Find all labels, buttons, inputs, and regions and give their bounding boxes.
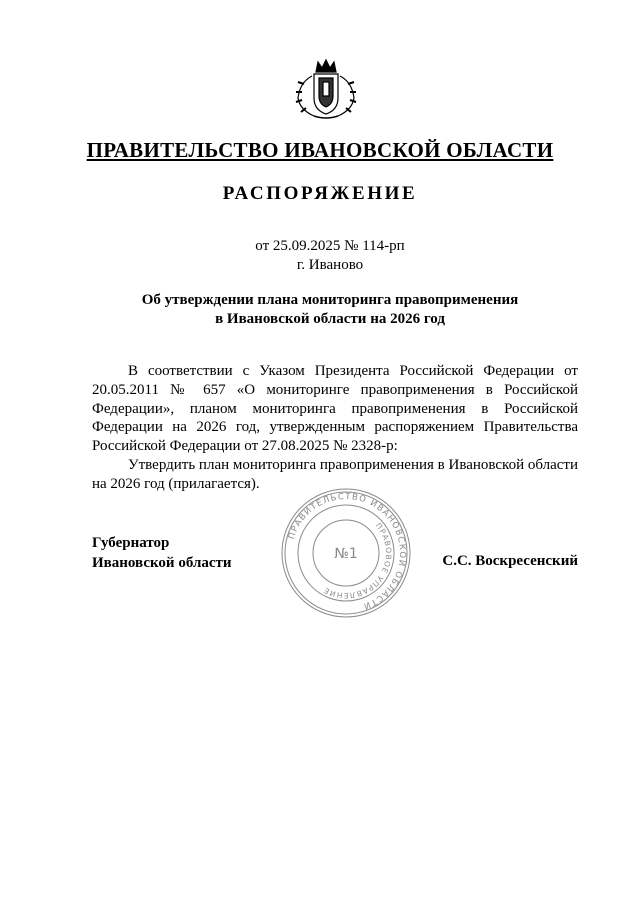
stamp-center-text: №1 bbox=[334, 546, 358, 562]
subject-line-1: Об утверждении плана мониторинга правоприменения bbox=[141, 292, 519, 308]
signatory-title bbox=[92, 533, 232, 573]
document-type: РАСПОРЯЖЕНИЕ bbox=[222, 183, 418, 204]
stamp-inner-text: ПРАВОВОЕ УПРАВЛЕНИЕ bbox=[321, 521, 394, 601]
signatory-title-line-2: Ивановской области bbox=[92, 555, 232, 571]
body-paragraph-1: В соответствии с Указом Президента Российской Федерации от 20.05.2011 № 657 «О мониторинге правоприменения в Российской Федерации», планом мониторинга правоприменения в Российской Федерации на 2026 год, утвержденным распоряжением Правительства Российской Федерации от 27.08.2025 № 2328-р: bbox=[92, 363, 578, 455]
subject-line-2: в Ивановской области на 2026 год bbox=[215, 311, 445, 327]
body-paragraph-2: Утвердить план мониторинга правоприменения в Ивановской области на 2026 год (прилагается). bbox=[92, 456, 578, 492]
signatory-name: С.С. Воскресенский bbox=[442, 553, 578, 569]
organization-title: ПРАВИТЕЛЬСТВО ИВАНОВСКОЙ ОБЛАСТИ bbox=[86, 138, 554, 162]
official-stamp bbox=[280, 487, 412, 619]
coat-of-arms-icon bbox=[286, 58, 366, 120]
signatory-title-line-1: Губернатор bbox=[92, 535, 170, 551]
document-body bbox=[92, 362, 578, 494]
document-city: г. Иваново bbox=[296, 257, 364, 273]
document-date-number: от 25.09.2025 № 114-рп bbox=[255, 238, 405, 254]
document-subject bbox=[0, 291, 640, 329]
stamp-outer-text: ПРАВИТЕЛЬСТВО ИВАНОВСКОЙ ОБЛАСТИ bbox=[286, 491, 408, 612]
